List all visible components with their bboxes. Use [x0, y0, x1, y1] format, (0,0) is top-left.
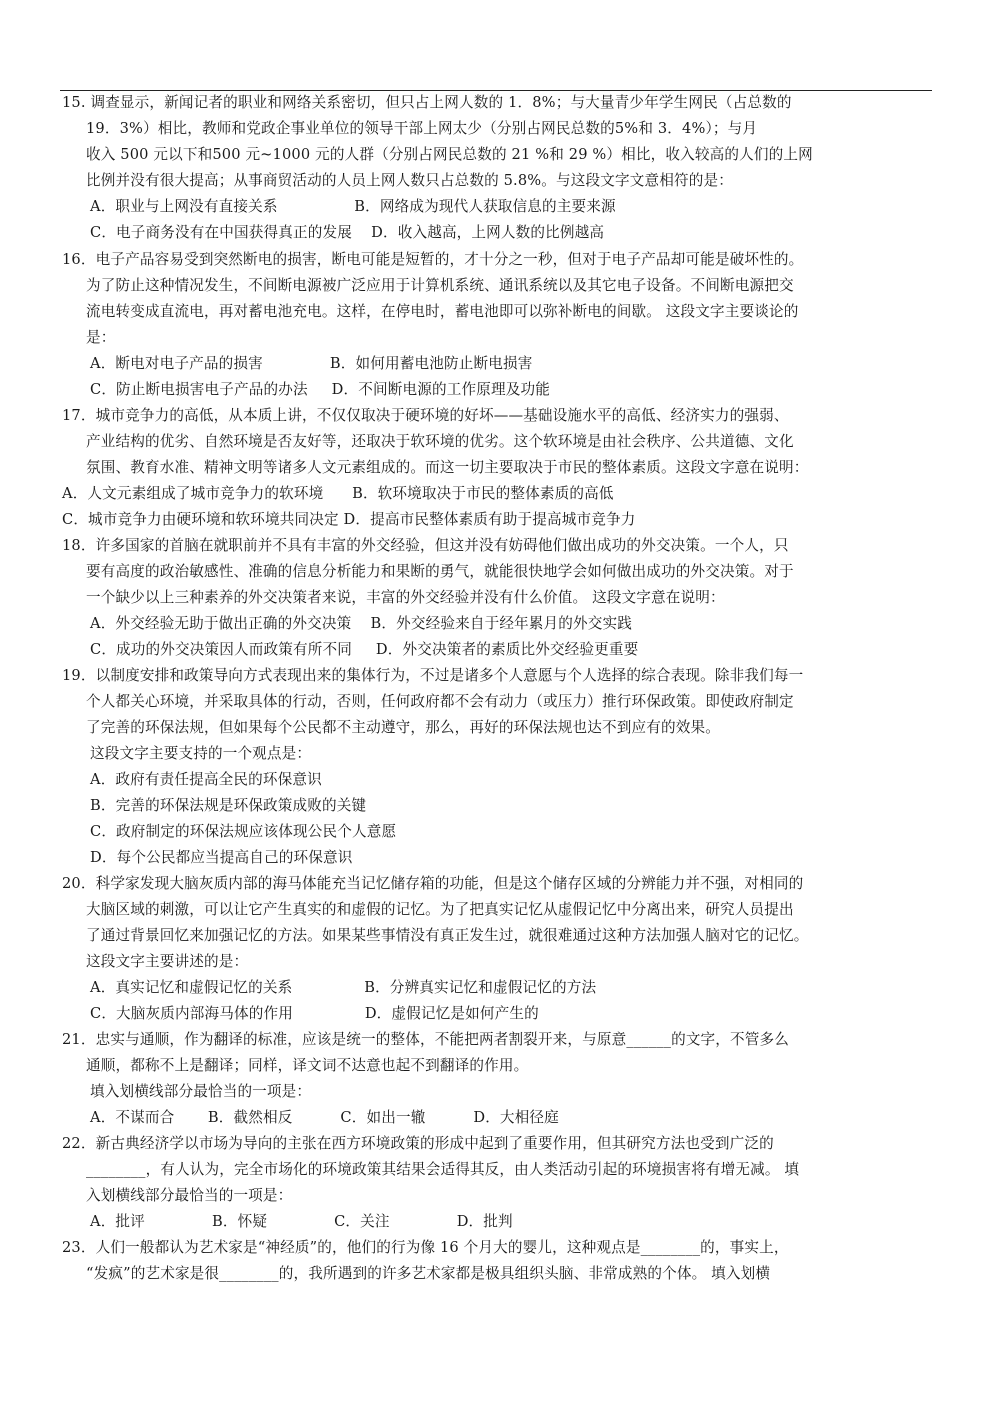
q19-option-a: A．政府有责任提高全民的环保意识: [90, 771, 322, 788]
q15-options-ab: A．职业与上网没有直接关系 B．网络成为现代人获取信息的主要来源: [90, 198, 616, 215]
q19-prompt: 这段文字主要支持的一个观点是：: [90, 745, 312, 762]
q20-line-4: 这段文字主要讲述的是：: [86, 953, 249, 970]
q17-options-cd: C．城市竞争力由硬环境和软环境共同决定 D．提高市民整体素质有助于提高城市竞争力: [62, 511, 636, 528]
q18-options-ab: A．外交经验无助于做出正确的外交决策 B．外交经验来自于经年累月的外交实践: [90, 615, 633, 632]
q19-line-2: 个人都关心环境，并采取具体的行动，否则，任何政府都不会有动力（或压力）推行环保政策。即使政府制定: [86, 693, 794, 710]
q16-line-1: 16．电子产品容易受到突然断电的损害，断电可能是短暂的，才十分之一秒，但对于电子产品却可能是破坏性的。: [62, 251, 804, 268]
q21-line-2: 通顺，都称不上是翻译；同样，译文词不达意也起不到翻译的作用。: [86, 1057, 529, 1074]
q16-options-ab: A．断电对电子产品的损害 B．如何用蓄电池防止断电损害: [90, 355, 533, 372]
q17-line-2: 产业结构的优劣、自然环境是否友好等，还取决于软环境的优劣。这个软环境是由社会秩序、公共道德、文化: [86, 433, 794, 450]
q22-options: A．批评 B．怀疑 C．关注 D．批判: [90, 1213, 513, 1230]
q23-line-2: “发疯”的艺术家是很________的，我所遇到的许多艺术家都是极具组织头脑、非常成熟的个体。 填入划横: [86, 1265, 771, 1282]
q20-line-2: 大脑区域的刺激，可以让它产生真实的和虚假的记忆。为了把真实记忆从虚假记忆中分离出来，研究人员提出: [86, 901, 794, 918]
q21-prompt: 填入划横线部分最恰当的一项是：: [90, 1083, 312, 1100]
q20-options-cd: C．大脑灰质内部海马体的作用 D．虚假记忆是如何产生的: [90, 1005, 539, 1022]
q15-line-2: 19．3%）相比，教师和党政企事业单位的领导干部上网太少（分别占网民总数的5%和 3．4%）；与月: [86, 120, 758, 137]
q20-line-1: 20．科学家发现大脑灰质内部的海马体能充当记忆储存箱的功能，但是这个储存区域的分辨能力并不强，对相同的: [62, 875, 804, 892]
q16-options-cd: C．防止断电损害电子产品的办法 D．不间断电源的工作原理及功能: [90, 381, 550, 398]
q18-options-cd: C．成功的外交决策因人而政策有所不同 D．外交决策者的素质比外交经验更重要: [90, 641, 639, 658]
q18-line-2: 要有高度的政治敏感性、准确的信息分析能力和果断的勇气，就能很快地学会如何做出成功的外交决策。对于: [86, 563, 794, 580]
header-rule: [60, 90, 932, 91]
q19-option-d: D．每个公民都应当提高自己的环保意识: [90, 849, 353, 866]
q17-line-1: 17．城市竞争力的高低，从本质上讲，不仅仅取决于硬环境的好坏——基础设施水平的高低、经济实力的强弱、: [62, 407, 789, 424]
q22-line-3: 入划横线部分最恰当的一项是：: [86, 1187, 293, 1204]
q18-line-1: 18．许多国家的首脑在就职前并不具有丰富的外交经验，但这并没有妨碍他们做出成功的外交决策。一个人，只: [62, 537, 789, 554]
q21-options: A．不谋而合 B．截然相反 C．如出一辙 D．大相径庭: [90, 1109, 559, 1126]
q15-line-4: 比例并没有很大提高；从事商贸活动的人员上网人数只占总数的 5.8%。与这段文字文意相符的是：: [86, 172, 733, 189]
q20-options-ab: A．真实记忆和虚假记忆的关系 B．分辨真实记忆和虚假记忆的方法: [90, 979, 597, 996]
q22-line-1: 22．新古典经济学以市场为导向的主张在西方环境政策的形成中起到了重要作用，但其研究方法也受到广泛的: [62, 1135, 774, 1152]
q17-options-ab: A．人文元素组成了城市竞争力的软环境 B．软环境取决于市民的整体素质的高低: [62, 485, 614, 502]
q23-line-1: 23．人们一般都认为艺术家是“神经质”的，他们的行为像 16 个月大的婴儿，这种观点是________的，事实上，: [62, 1239, 789, 1256]
q19-line-3: 了完善的环保法规，但如果每个公民都不主动遵守，那么，再好的环保法规也达不到应有的效果。: [86, 719, 720, 736]
q15-options-cd: C．电子商务没有在中国获得真正的发展 D．收入越高，上网人数的比例越高: [90, 224, 605, 241]
q19-option-c: C．政府制定的环保法规应该体现公民个人意愿: [90, 823, 397, 840]
q19-option-b: B．完善的环保法规是环保政策成败的关键: [90, 797, 367, 814]
q20-line-3: 了通过背景回忆来加强记忆的方法。如果某些事情没有真正发生过，就很难通过这种方法加强人脑对它的记忆。: [86, 927, 809, 944]
q19-line-1: 19．以制度安排和政策导向方式表现出来的集体行为，不过是诸多个人意愿与个人选择的综合表现。除非我们每一: [62, 667, 804, 684]
q21-line-1: 21．忠实与通顺，作为翻译的标准，应该是统一的整体，不能把两者割裂开来，与原意______的文字，不管多么: [62, 1031, 790, 1048]
q16-line-2: 为了防止这种情况发生，不间断电源被广泛应用于计算机系统、通讯系统以及其它电子设备。不间断电源把交: [86, 277, 794, 294]
q16-line-4: 是：: [86, 329, 116, 346]
q22-line-2: ________，有人认为，完全市场化的环境政策其结果会适得其反，由人类活动引起的环境损害将有增无减。 填: [86, 1161, 800, 1178]
q15-line-1: 15. 调查显示，新闻记者的职业和网络关系密切，但只占上网人数的 1．8%；与大量青少年学生网民（占总数的: [62, 94, 792, 111]
q16-line-3: 流电转变成直流电，再对蓄电池充电。这样，在停电时，蓄电池即可以弥补断电的间歇。 这段文字主要谈论的: [86, 303, 799, 320]
q18-line-3: 一个缺少以上三种素养的外交决策者来说，丰富的外交经验并没有什么价值。 这段文字意在说明：: [86, 589, 725, 606]
q15-line-3: 收入 500 元以下和500 元~1000 元的人群（分别占网民总数的 21 %和 29 %）相比，收入较高的人们的上网: [86, 146, 813, 163]
q17-line-3: 氛围、教育水准、精神文明等诸多人文元素组成的。而这一切主要取决于市民的整体素质。这段文字意在说明：: [86, 459, 809, 476]
